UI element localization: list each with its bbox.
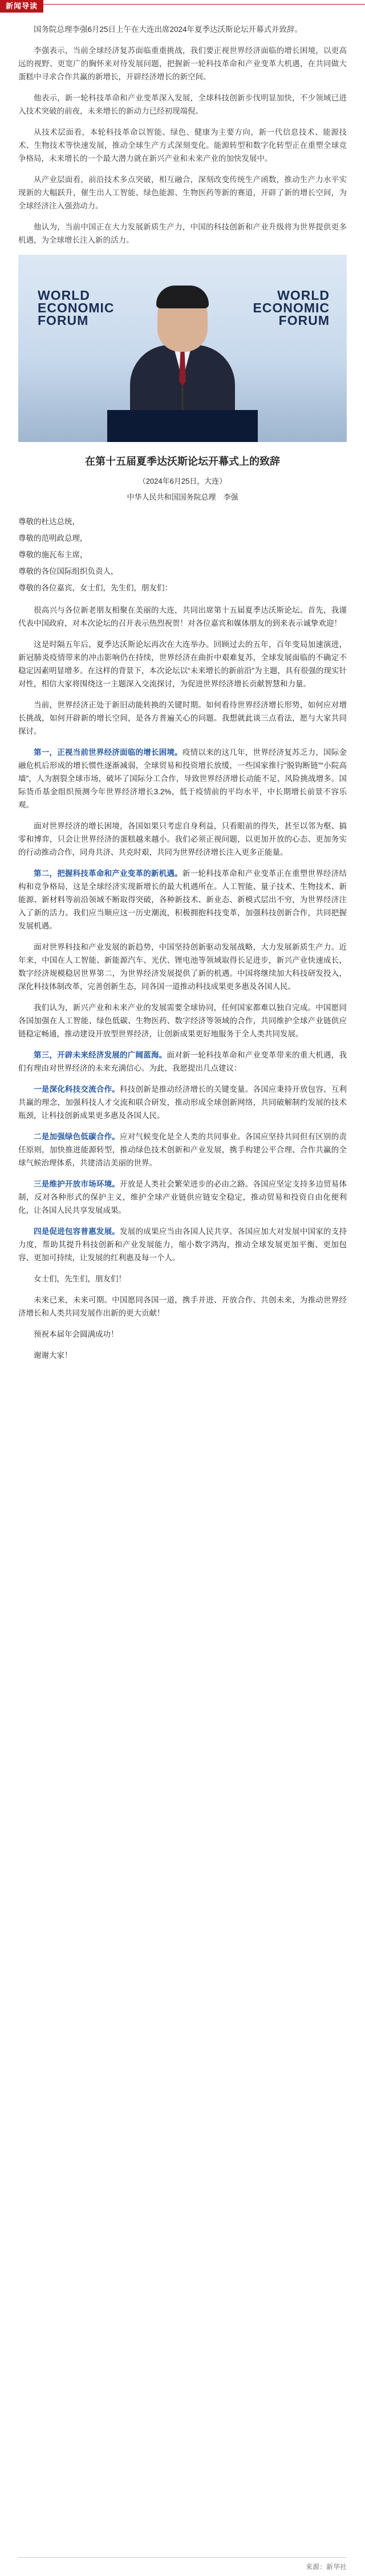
intro-paragraph: 他表示，新一轮科技革命和产业变革深入发展，全球科技创新步伐明显加快，不少领域已进入技术突破的前夜，未来增长的新动力已经初现端倪。	[18, 94, 347, 115]
section-three-text: 面对新一轮科技革命和产业变革带来的重大机遇，我们有理由对世界经济的未来充满信心。为此，我愿提出几点建议：	[18, 1051, 347, 1072]
wef-logo-left: WORLD ECONOMIC FORUM	[38, 288, 115, 328]
intro-section	[18, 23, 347, 247]
section-two	[18, 867, 347, 933]
speech-paragraph: 谢谢大家！	[34, 1351, 72, 1360]
speaker-photo	[18, 255, 347, 442]
proposal-two-heading: 二是加强绿色低碳合作。	[34, 1132, 120, 1141]
proposal-three-text: 开放是人类社会繁荣进步的必由之路。各国应坚定支持多边贸易体制，反对各种形式的保护主义，维护全球产业链供应链安全稳定，推动贸易和投资自由化便利化，让各国人民共享发展成果。	[18, 1180, 347, 1215]
salutation: 尊敬的杜达总统，	[18, 517, 80, 526]
salutation: 尊敬的范明政总理，	[18, 534, 88, 542]
speech-paragraph: 当前，世界经济正处于新旧动能转换的关键时期。如何看待世界经济增长形势，如何应对增长挑战，如何开辟新的增长空间，是各方普遍关心的问题。我想就此谈三点看法，愿与大家共同探讨。	[18, 701, 347, 736]
proposal-two	[18, 1130, 347, 1170]
intro-paragraph: 从产业层面看，前沿技术多点突破，相互融合，深刻改变传统生产函数，推动生产力水平实现新的大幅跃升，催生出人工智能、绿色能源、生物医药等新的赛道，开辟了新的增长空间，为全球经济注入强劲动力。	[18, 175, 347, 210]
microphone-icon	[181, 386, 184, 412]
speaker-hair	[156, 286, 209, 308]
intro-paragraph: 他认为，当前中国正在大力发展新质生产力，中国的科技创新和产业升级将为世界提供更多机遇，为全球增长注入新的活力。	[18, 223, 347, 244]
proposal-three	[18, 1178, 347, 1217]
proposal-two-text: 应对气候变化是全人类的共同事业。各国应坚持共同但有区别的责任原则，加快推进能源转型，推动绿色技术创新和产业发展，携手构建公平合理、合作共赢的全球气候治理体系，共建清洁美丽的世界。	[18, 1132, 347, 1167]
wef-logo-right: WORLD ECONOMIC FORUM	[253, 288, 330, 328]
section-one-text: 疫情以来的这几年，世界经济复苏乏力，国际金融危机后形成的增长惯性逐渐减弱，全球贸易和投资增长放缓，一些国家推行“脱钩断链”“小院高墙”，人为割裂全球市场，破坏了国际分工合作，导致世界经济增长动能不足、风险挑战增多。国际货币基金组织预测今年世界经济增长3.2%，低于疫情前的平均水平，中长期增长前景不容乐观。	[18, 748, 347, 809]
proposal-one-text: 科技创新是推动经济增长的关键变量。各国应秉持开放包容、互利共赢的理念，加强科技人才交流和联合研发，推动形成全球创新网络，共同破解制约发展的技术瓶颈，让科技创新成果更多惠及各国人民。	[18, 1085, 347, 1120]
header-rule	[0, 4, 365, 5]
news-tag: 新闻导读	[0, 0, 43, 13]
article-body	[18, 23, 347, 1370]
footer-divider	[18, 2557, 347, 2558]
section-one-heading: 第一，正视当前世界经济面临的增长困境。	[34, 748, 182, 757]
proposal-one	[18, 1083, 347, 1122]
podium	[107, 410, 258, 442]
speech-date: （2024年6月25日，大连）	[138, 477, 227, 485]
section-three	[18, 1048, 347, 1075]
speech-title: 在第十五届夏季达沃斯论坛开幕式上的致辞	[85, 456, 280, 467]
source-credit: 来源：新华社	[305, 2563, 347, 2571]
salutation: 尊敬的各位嘉宾，女士们，先生们，朋友们：	[18, 584, 172, 592]
speech-paragraph: 预祝本届年会圆满成功！	[34, 1330, 119, 1339]
section-one	[18, 746, 347, 811]
speech-paragraph: 这是时隔五年后，夏季达沃斯论坛再次在大连举办。回顾过去的五年，百年变局加速演进，新冠肺炎疫情带来的冲击影响仍在持续，世界经济在曲折中艰难复苏，全球发展面临的不确定不稳定因素明显增多。在这样的背景下，本次论坛以“未来增长的新前沿”为主题，具有很强的现实针对性，相信大家将围绕这一主题深入交流探讨，为促进世界经济增长贡献智慧和力量。	[18, 640, 347, 688]
section-three-heading: 第三，开辟未来经济发展的广阔蓝海。	[34, 1051, 167, 1059]
speech-paragraph: 女士们，先生们，朋友们！	[34, 1275, 126, 1283]
speech-paragraph: 面对世界科技和产业发展的新趋势，中国坚持创新驱动发展战略，大力发展新质生产力。近年来，中国在人工智能、新能源汽车、光伏、锂电池等领域取得长足进步，新兴产业快速成长，数字经济规模稳居世界第二，为世界经济发展提供了新的机遇。中国将继续加大科技研发投入，深化科技体制改革，完善创新生态，同各国一道推动科技成果更多惠及各国人民。	[18, 943, 347, 991]
speech-paragraph: 未来已来，未来可期。中国愿同各国一道，携手并进、开放合作、共创未来，为推动世界经济增长和人类共同发展作出新的更大贡献！	[18, 1296, 347, 1317]
speech-paragraph: 面对世界经济的增长困境，各国如果只考虑自身利益，只看眼前的得失，甚至以邻为壑、搞零和博弈，只会让世界经济的蛋糕越来越小。我们必须正视问题，以更加开放的心态、更加务实的行动推动合作，同舟共济、共克时艰，共同为世界经济增长注入更多正能量。	[18, 822, 347, 857]
salutation: 尊敬的各位国际组织负责人，	[18, 567, 119, 576]
section-two-heading: 第二，把握科技革命和产业变革的新机遇。	[34, 869, 182, 878]
speech-paragraph: 很高兴与各位新老朋友相聚在美丽的大连，共同出席第十五届夏季达沃斯论坛。首先，我谨代表中国政府，对本次论坛的召开表示热烈祝贺！对各位嘉宾和媒体朋友的到来表示诚挚欢迎！	[18, 606, 347, 628]
proposal-four-text: 发展的成果应当由各国人民共享。各国应加大对发展中国家的支持力度，帮助其提升科技创新和产业发展能力，缩小数字鸿沟，推动全球发展更加平衡、更加包容、更加可持续，让发展的红利惠及每一个人。	[18, 1227, 347, 1262]
proposal-four	[18, 1225, 347, 1264]
intro-paragraph: 从技术层面看，本轮科技革命以智能、绿色、健康为主要方向，新一代信息技术、能源技术、生物技术等快速发展，推动全球生产方式深刻变化。能源转型和数字化转型正在重塑全球竞争格局，未来增长的一个最大潜力就在新兴产业和未来产业的加快发展中。	[18, 128, 347, 163]
speech-section	[18, 453, 347, 1362]
intro-paragraph: 李强表示，当前全球经济复苏面临重重挑战，我们要正视世界经济面临的增长困境，以更高远的视野、更宽广的胸怀来对待发展问题，把握新一轮科技革命和产业变革大机遇，在共同做大蛋糕中寻求合作共赢的新增长，开辟经济增长的新空间。	[18, 46, 347, 81]
speech-byline: 中华人民共和国国务院总理 李强	[127, 493, 238, 501]
salutation: 尊敬的施瓦布主席，	[18, 550, 88, 559]
proposal-four-heading: 四是促进包容普惠发展。	[34, 1227, 120, 1236]
proposal-one-heading: 一是深化科技交流合作。	[34, 1085, 120, 1094]
section-two-text: 新一轮科技革命和产业变革正在重塑世界经济结构和竞争格局，这是全球经济实现新增长的最大机遇所在。人工智能、量子技术、生物技术、新能源、新材料等前沿领域不断取得突破，各种新技术、新业态、新模式层出不穷，为世界经济注入了新的活力。我们应当顺应这一历史潮流，积极拥抱科技变革，加强科技创新合作，共同把握发展机遇。	[18, 869, 347, 930]
proposal-three-heading: 三是维护开放市场环境。	[34, 1180, 120, 1188]
intro-paragraph: 国务院总理李强6月25日上午在大连出席2024年夏季达沃斯论坛开幕式并致辞。	[34, 25, 303, 34]
speech-paragraph: 我们认为，新兴产业和未来产业的发展需要全球协同，任何国家都难以独自完成。中国愿同各国加强在人工智能、绿色低碳、生物医药、数字经济等领域的合作，共同维护全球产业链供应链稳定畅通，推动建设开放型世界经济，让创新成果更好地服务于全人类共同发展。	[18, 1003, 347, 1038]
